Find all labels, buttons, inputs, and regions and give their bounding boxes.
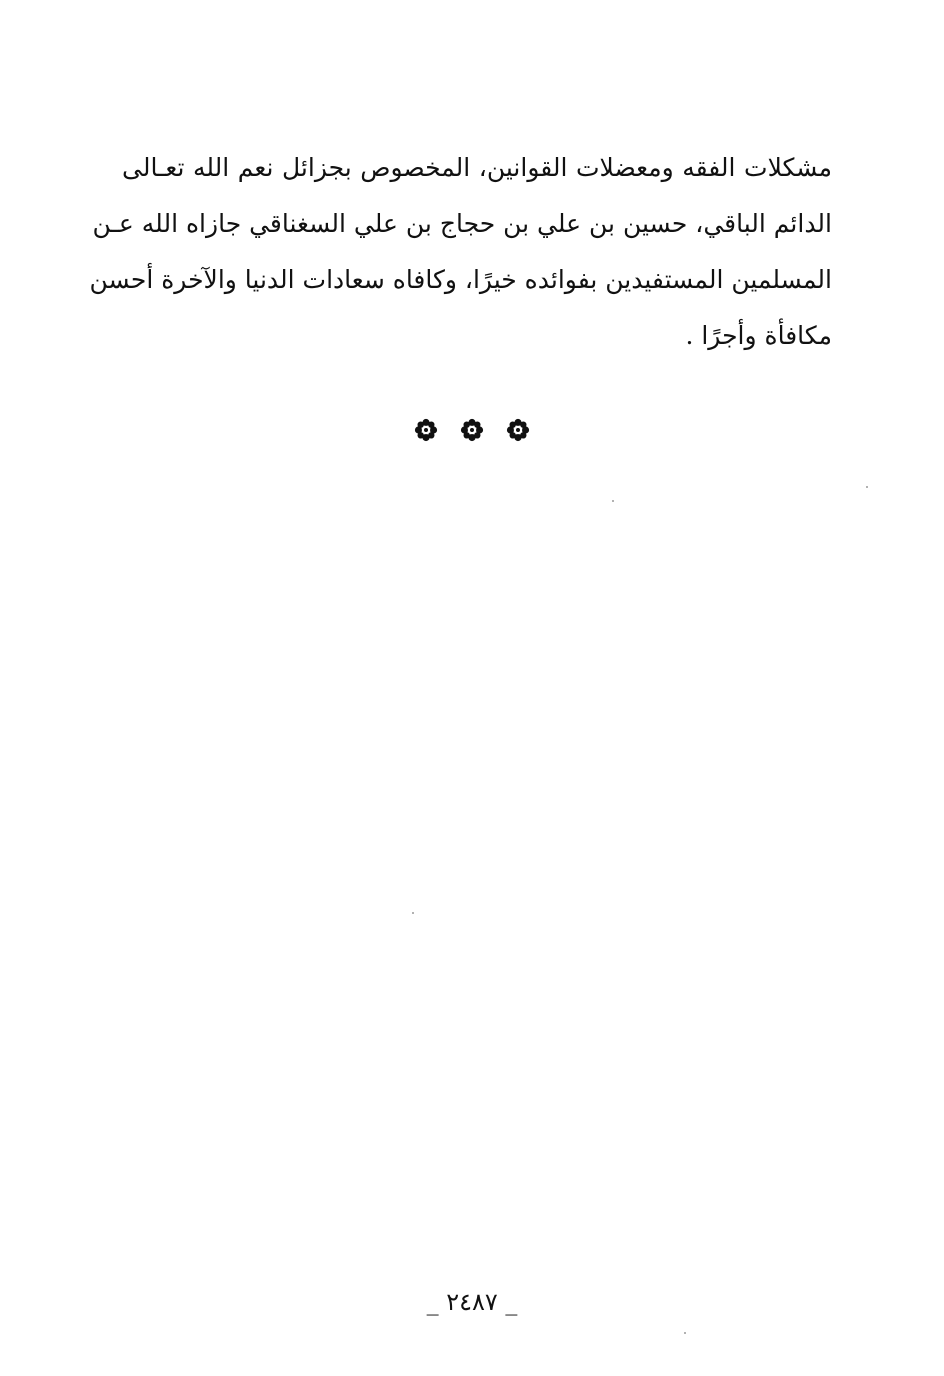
text-line-4: مكافأة وأجرًا .	[685, 321, 832, 350]
flower-ornament-icon	[460, 418, 484, 442]
scan-speck	[412, 912, 414, 914]
text-line-3: المسلمين المستفيدين بفوائده خيرًا، وكافاه سعادات الدنيا والآخرة أحسن	[89, 265, 832, 294]
page-number: _ ٢٤٨٧ _	[426, 1288, 518, 1316]
body-text	[89, 140, 832, 364]
scan-speck	[866, 486, 868, 488]
scan-speck	[612, 500, 614, 502]
section-divider	[0, 418, 944, 442]
flower-ornament-icon	[506, 418, 530, 442]
text-line-2: الدائم الباقي، حسين بن علي بن حجاج بن علي السغناقي جازاه الله عـن	[92, 209, 832, 238]
scan-speck	[684, 1332, 686, 1334]
flower-ornament-icon	[414, 418, 438, 442]
text-line-1: مشكلات الفقه ومعضلات القوانين، المخصوص بجزائل نعم الله تعـالى	[122, 153, 832, 182]
